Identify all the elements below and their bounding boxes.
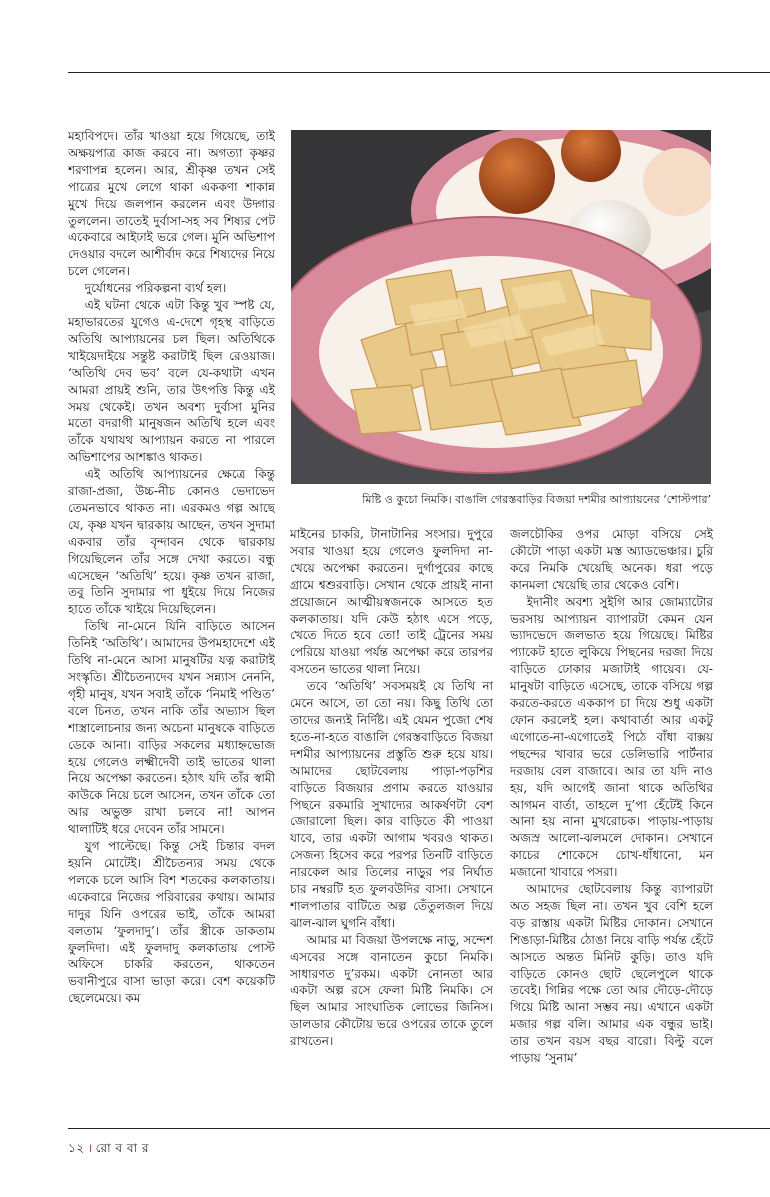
bottom-rule — [68, 1128, 770, 1129]
paragraph: এই ঘটনা থেকে এটা কিন্তু খুব স্পষ্ট যে, মহাভারতের যুগেও এ-দেশে গৃহস্থ বাড়িতে অতিথি আপ্যায়নের চল ছিল। অতিথিকে খাইয়েদাইয়ে সন্তুষ্ট করাটাই ছিল রেওয়াজ। ‘অতিথি দেব ভব’ বলে যে-কথাটা এখন আমরা প্রায়ই শুনি, তার উৎপত্তি কিন্তু এই সময় থেকেই। তখন অবশ্য দুর্বাসা মুনির মতো বদরাগী মানুষজন অতিথি হলে এবং তাঁকে যথাযথ আপ্যায়ন করতে না পারলে অভিশাপের আশঙ্কাও থাকত। — [68, 298, 275, 465]
paragraph: আমাদের ছোটবেলায় কিন্তু ব্যাপারটা অত সহজ ছিল না। তখন খুব বেশি হলে বড় রাস্তায় একটা মিষ্টির দোকান। সেখানে শিঙাড়া-মিষ্টির ঠোঙা নিয়ে বাড়ি পর্যন্ত হেঁটে আসতে অন্তত মিনিট কুড়ি। তাও যদি বাড়িতে কোনও ছোট ছেলেপুলে থাকে তবেই। গিন্নির পক্ষে তো আর দৌড়ে-দৌড়ে গিয়ে মিষ্টি আনা সম্ভব নয়। এখানে একটা মজার গল্প বলি। আমার এক বন্ধুর ভাই। তার তখন বয়স বছর বারো। বিল্টু বলে পাড়ায় ‘সুনাম’ — [510, 882, 713, 1066]
folio-separator: । — [87, 1141, 93, 1155]
article-column-1 — [68, 128, 275, 1120]
paragraph: ইদানীং অবশ্য সুইগি আর জোম্যাটোর ভরসায় আপ্যায়ন ব্যাপারটা কেমন যেন ভ্যাদভেদে জলভাত হয়ে গিয়েছে। মিষ্টির প্যাকেট হাতে লুকিয়ে পিছনের দরজা দিয়ে বাড়িতে ঢোকার মজাটাই গায়েব। যে-মানুষটা বাড়িতে এসেছে, তাকে বসিয়ে গল্প করতে-করতে এককাপ চা দিয়ে শুধু একটা ফোন করলেই হল। কথাবার্তা আর একটু এগোতে-না-এগোতেই পিঠে বাঁধা বাক্সয় পছন্দের খাবার ভরে ডেলিভারি পার্টনার দরজায় বেল বাজাবে। আর তা যদি নাও হয়, যদি আগেই জানা থাকে অতিথির আগমন বার্তা, তাহলে দু’পা হেঁটেই কিনে আনা হয় নানা মুখরোচক। পাড়ায়-পাড়ায় অজস্র আলো-ঝলমলে দোকান। সেখানে কাচের শোকেসে চোখ-ধাঁধানো, মন মজানো খাবারে পসরা। — [510, 594, 713, 880]
gulab-jamun — [479, 138, 555, 214]
page-number: ১২ — [68, 1141, 85, 1155]
magazine-name: রো ব বা র — [95, 1141, 149, 1155]
article-column-3 — [510, 526, 713, 1120]
page-folio — [68, 1139, 149, 1160]
paragraph: মহাবিপদে। তাঁর খাওয়া হয়ে গিয়েছে, তাই অক্ষয়পাত্র কাজ করবে না। অগত্যা কৃষ্ণর শরণাপন্ন হলেন। আর, শ্রীকৃষ্ণ তখন সেই পাত্রের মুখে লেগে থাকা এককণা শাকান্ন মুখে দিয়ে জলপান করলেন এবং উদ্গার তুললেন। তাতেই দুর্বাসা-সহ সব শিষ্যর পেট একেবারে আইঢাই ভরে গেল। মুনি অভিশাপ দেওয়ার বদলে আশীর্বাদ করে শিষ্যদের নিয়ে চলে গেলেন। — [68, 129, 275, 279]
paragraph: মাইনের চাকরি, টানাটানির সংসার। দুপুরে সবার খাওয়া হয়ে গেলেও ফুলদিদা না-খেয়ে অপেক্ষা করতেন। দুর্গাপুরের কাছে গ্রামে শ্বশুরবাড়ি। সেখান থেকে প্রায়ই নানা প্রয়োজনে আত্মীয়স্বজনকে আসতে হত কলকাতায়। যদি কেউ হঠাৎ এসে পড়ে, খেতে দিতে হবে তো! তাই ট্রেনের সময় পেরিয়ে যাওয়া পর্যন্ত অপেক্ষা করে তারপর বসতেন ভাতের থালা নিয়ে। — [290, 527, 493, 677]
paragraph: জলচৌকির ওপর মোড়া বসিয়ে সেই কৌটো পাড়া একটা মস্ত অ্যাডভেঞ্চার। চুরি করে নিমকি খেয়েছি অনেক। ধরা পড়ে কানমলা খেয়েছি তার থেকেও বেশি। — [510, 527, 713, 592]
food-photo — [291, 130, 711, 484]
paragraph: দুর্যোধনের পরিকল্পনা ব্যর্থ হল। — [84, 281, 227, 296]
paragraph: যুগ পাল্টেছে। কিন্তু সেই চিন্তার বদল হয়নি মোটেই। শ্রীচৈতন্যর সময় থেকে পলকে চলে আসি বিশ শতকের কলকাতায়। একেবারে নিজের পরিবারের কথায়। আমার দাদুর যিনি ওপরের ভাই, তাঁকে আমরা বলতাম ‘ফুলদাদু’। তাঁর স্ত্রীকে ডাকতাম ফুলদিদা। এই ফুলদাদু কলকাতায় পোস্ট অফিসে চাকরি করতেন, থাকতেন ভবানীপুরে বাসা ভাড়া করে। বেশ কয়েকটি ছেলেমেয়ে। কম — [68, 839, 275, 1006]
paragraph: আমার মা বিজয়া উপলক্ষে নাড়ু, সন্দেশ এসবের সঙ্গে বানাতেন কুচো নিমকি। সাধারণত দু’রকম। একটা নোনতা আর একটা অল্প রসে ফেলা মিষ্টি নিমকি। সে ছিল আমার সাংঘাতিক লোভের জিনিস। ডালডার কৌটোয় ভরে ওপরের তাকে তুলে রাখতেন। — [290, 932, 493, 1049]
paragraph: এই অতিথি আপ্যায়নের ক্ষেত্রে কিন্তু রাজা-প্রজা, উচ্চ-নীচ কোনও ভেদাভেদ তেমনভাবে থাকত না। এরকমও গল্প আছে যে, কৃষ্ণ যখন দ্বারকায় আছেন, তখন সুদামা একবার তাঁর বৃন্দাবন থেকে দ্বারকায় গিয়েছিলেন তাঁর সঙ্গে দেখা করতে। বন্ধু এসেছেন ‘অতিথি’ হয়ে। কৃষ্ণ তখন রাজা, তবু তিনি সুদামার পা ধুইয়ে দিয়ে নিজের হাতে তাঁকে খাইয়ে দিয়েছিলেন। — [68, 467, 275, 617]
article-column-2 — [290, 526, 493, 1120]
paragraph: তবে ‘অতিথি’ সবসময়ই যে তিথি না মেনে আসে, তা তো নয়। কিছু তিথি তো তাদের জন্যই নির্দিষ্ট। এই যেমন পুজো শেষ হতে-না-হতে বাঙালি গেরস্তবাড়িতে বিজয়া দশমীর আপ্যায়নের প্রস্তুতি শুরু হয়ে যায়। আমাদের ছোটবেলায় পাড়া-পড়শির বাড়িতে বিজয়ার প্রণাম করতে যাওয়ার পিছনে রকমারি সুখাদ্যের আকর্ষণটা বেশ জোরালো ছিল। কার বাড়িতে কী পাওয়া যাবে, তার একটা আগাম খবরও থাকত। সেজন্য হিসেব করে পরপর তিনটি বাড়িতে নারকেল আর তিলের নাড়ুর পর নির্ঘাত চার নম্বরটি হত ফুলবউদির বাসা। সেখানে শালপাতার বাটিতে অল্প তেঁতুলজল দিয়ে ঝাল-ঝাল ঘুগনি বাঁধা। — [290, 679, 493, 930]
top-rule — [68, 72, 770, 73]
photo-caption: মিষ্টি ও কুচো নিমকি। বাঙালি গেরস্তবাড়ির বিজয়া দশমীর আপ্যায়নের ‘শোস্টপার’ — [362, 493, 711, 506]
paragraph: তিথি না-মেনে যিনি বাড়িতে আসেন তিনিই ‘অতিথি’। আমাদের উপমহাদেশে এই তিথি না-মেনে আসা মানুষটির যত্ন করাটাই সংস্কৃতি। শ্রীচৈতন্যদেব যখন সন্ন্যাস নেননি, গৃহী মানুষ, যখন সবাই তাঁকে ‘নিমাই পণ্ডিত’ বলে চিনত, তখন নাকি তাঁর অভ্যাস ছিল শাস্ত্রালোচনার জন্য অচেনা মানুষকে বাড়িতে ডেকে আনা। বাড়ির সকলের মধ্যাহ্নভোজ হয়ে গেলেও লক্ষ্মীদেবী তাই ভাতের থালা নিয়ে অপেক্ষা করতেন। হঠাৎ যদি তাঁর স্বামী কাউকে নিয়ে চলে আসেন, তখন তাঁকে তো আর অভুক্ত রাখা চলবে না! আপন থালাটিই ধরে দেবেন তাঁর সামনে। — [68, 619, 275, 837]
